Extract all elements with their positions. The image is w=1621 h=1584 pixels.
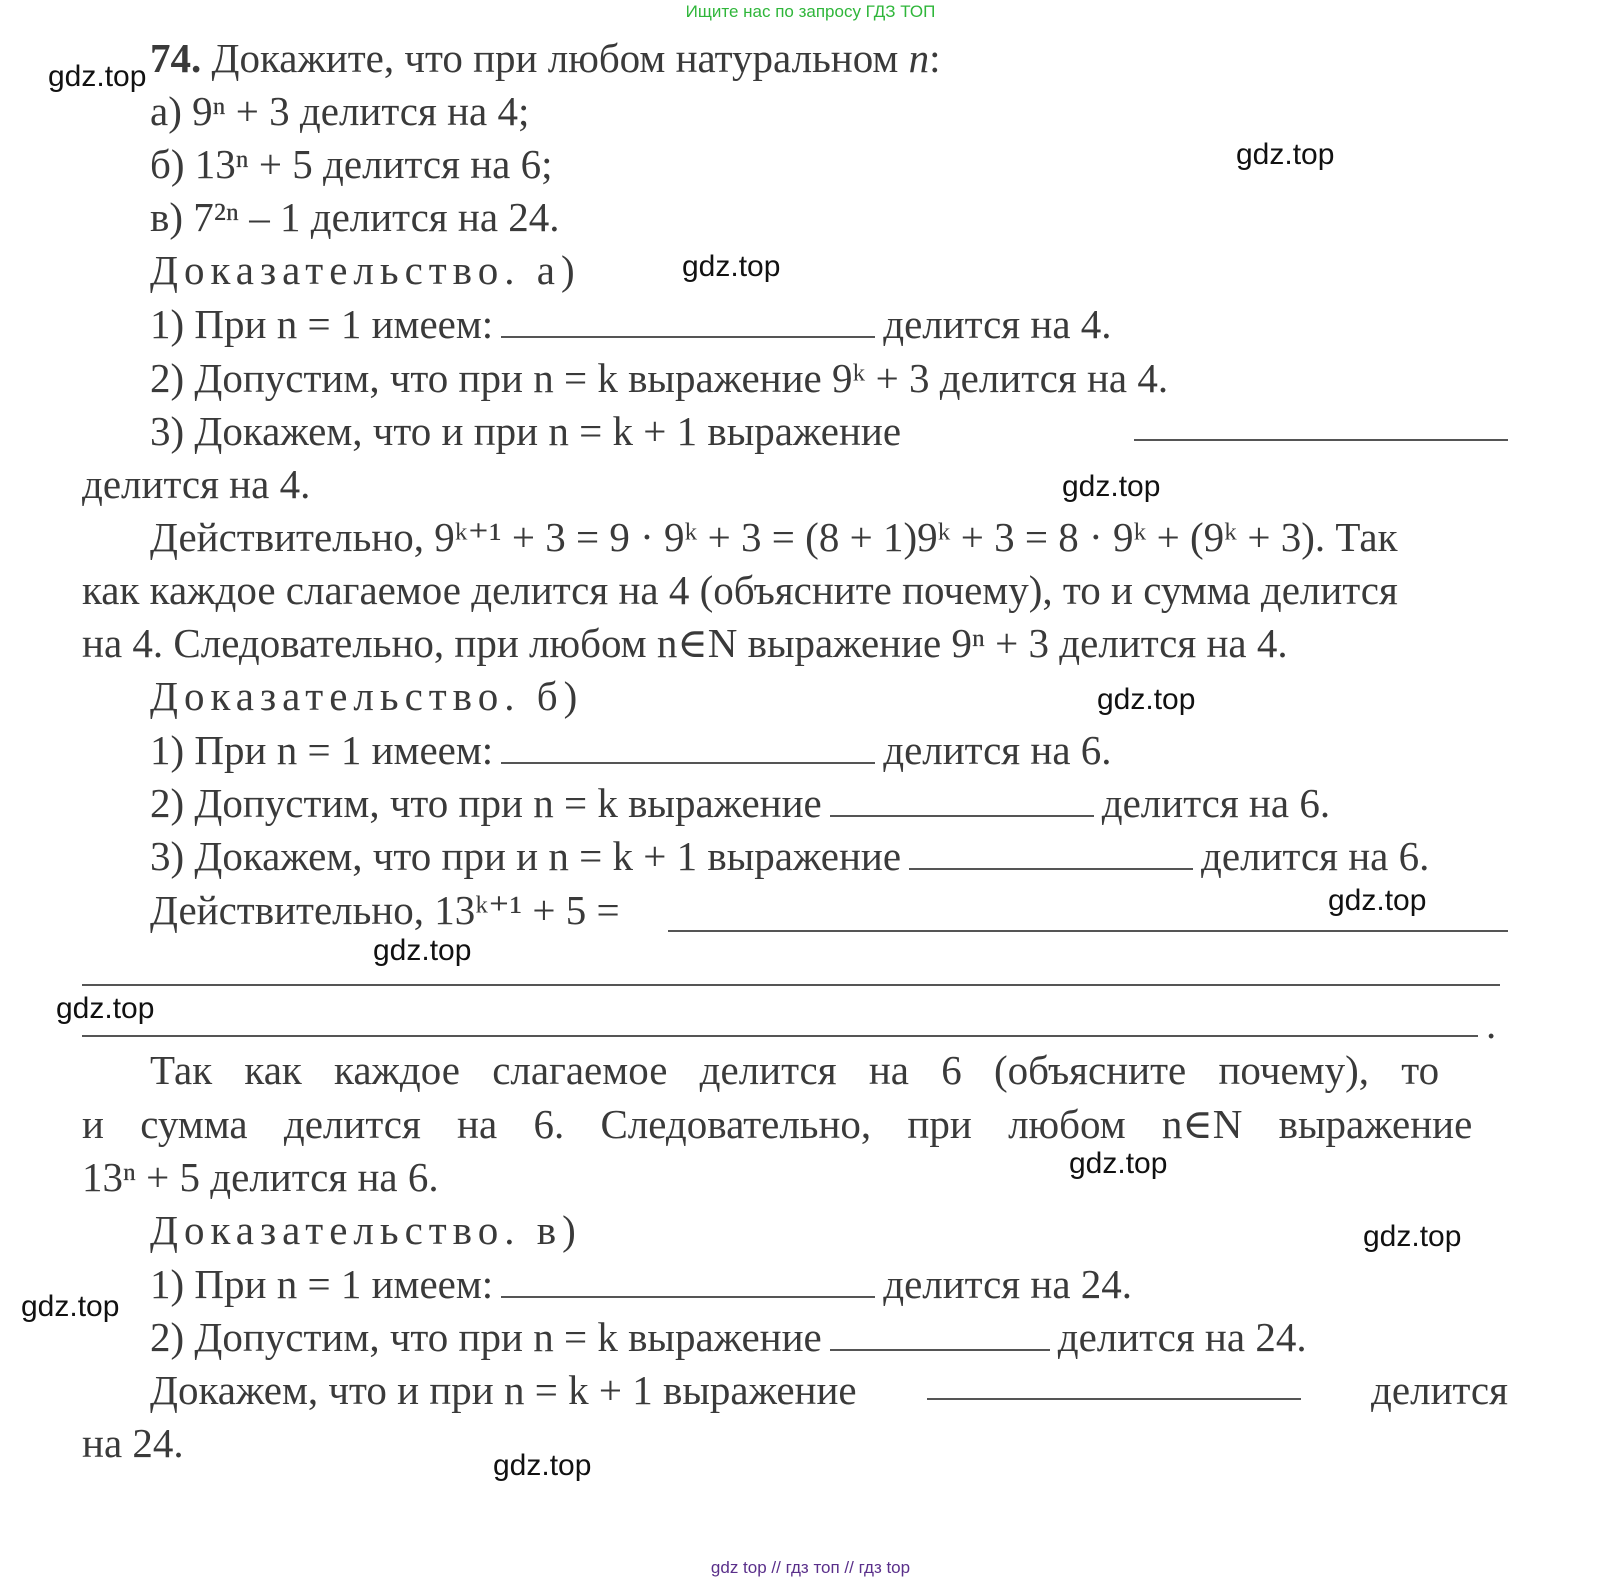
answer-blank[interactable] <box>909 834 1193 870</box>
proof-a-step1 <box>150 298 1112 350</box>
proof-b-concl-1-text: Так как каждое слагаемое делится на 6 (объясните почему), то <box>150 1047 1440 1093</box>
answer-blank[interactable] <box>1134 405 1508 441</box>
problem-number: 74. <box>150 35 202 81</box>
proof-b-step2-text: 2) Допустим, что при n = k выражение <box>150 780 822 826</box>
proof-a-step1-post: делится на 4. <box>883 301 1112 347</box>
proof-c-step3-text: Докажем, что и при n = k + 1 выражение <box>150 1367 857 1413</box>
item-a: а) 9ⁿ + 3 делится на 4; <box>150 88 530 134</box>
answer-line[interactable] <box>82 984 1500 986</box>
watermark: gdz.top <box>1097 683 1196 716</box>
proof-c-step3-post: делится <box>1371 1367 1508 1413</box>
footer-note: gdz top // гдз топ // гдз top <box>710 1558 911 1577</box>
problem-text: Докажите, что при любом натуральном <box>211 35 909 81</box>
proof-b-step3 <box>150 830 1429 882</box>
proof-b-indeed-text: Действительно, 13ᵏ⁺¹ + 5 = <box>150 887 620 933</box>
proof-b-concl-1 <box>150 1044 1508 1096</box>
proof-b-concl-3: 13ⁿ + 5 делится на 6. <box>82 1154 439 1200</box>
proof-a-step3-cont: делится на 4. <box>82 461 311 507</box>
proof-b-step2 <box>150 777 1330 829</box>
answer-line[interactable] <box>82 1035 1478 1037</box>
header-note: Ищите нас по запросу ГДЗ ТОП <box>685 2 936 21</box>
proof-c-step3 <box>150 1364 1508 1416</box>
proof-a-step3 <box>150 405 1508 457</box>
watermark: gdz.top <box>1069 1147 1168 1180</box>
watermark: gdz.top <box>1363 1220 1462 1253</box>
proof-c-step1-text: 1) При n = 1 имеем: <box>150 1261 494 1307</box>
watermark: gdz.top <box>682 250 781 283</box>
proof-b-step1-text: 1) При n = 1 имеем: <box>150 727 494 773</box>
problem-variable: n <box>908 35 930 81</box>
proof-c-step1 <box>150 1258 1132 1310</box>
watermark: gdz.top <box>1062 470 1161 503</box>
proof-a-indeed-3: на 4. Следовательно, при любом n∈N выражение 9ⁿ + 3 делится на 4. <box>82 620 1288 666</box>
problem-end: : <box>929 35 941 81</box>
proof-b-indeed <box>150 884 620 936</box>
watermark: gdz.top <box>493 1449 592 1482</box>
proof-a-step2: 2) Допустим, что при n = k выражение 9ᵏ + 3 делится на 4. <box>150 355 1169 401</box>
problem-statement <box>150 32 941 84</box>
answer-blank[interactable] <box>927 1364 1301 1400</box>
proof-b-step3-post: делится на 6. <box>1201 833 1430 879</box>
watermark: gdz.top <box>373 934 472 967</box>
watermark: gdz.top <box>1328 884 1427 917</box>
watermark: gdz.top <box>56 992 155 1025</box>
proof-b-step1 <box>150 724 1112 776</box>
end-dot: . <box>1486 1001 1497 1047</box>
proof-a-step1-text: 1) При n = 1 имеем: <box>150 301 494 347</box>
proof-c-step2 <box>150 1311 1307 1363</box>
proof-a-indeed-1: Действительно, 9ᵏ⁺¹ + 3 = 9 · 9ᵏ + 3 = (8 + 1)9ᵏ + 3 = 8 · 9ᵏ + (9ᵏ + 3). Так <box>150 514 1398 560</box>
proof-b-step1-post: делится на 6. <box>883 727 1112 773</box>
proof-c-title: Доказательство. в) <box>150 1207 582 1253</box>
proof-b-step2-post: делится на 6. <box>1101 780 1331 826</box>
answer-blank[interactable] <box>501 302 875 338</box>
item-c: в) 7²ⁿ – 1 делится на 24. <box>150 194 560 240</box>
watermark: gdz.top <box>48 60 147 93</box>
answer-blank[interactable] <box>501 1262 875 1298</box>
proof-a-title: Доказательство. а) <box>150 247 581 293</box>
proof-a-step3-text: 3) Докажем, что и при n = k + 1 выражение <box>150 408 902 454</box>
proof-b-concl-2: и сумма делится на 6. Следовательно, при любом n∈N выражение <box>82 1101 1473 1147</box>
proof-c-step3-cont: на 24. <box>82 1420 184 1466</box>
proof-a-indeed-2: как каждое слагаемое делится на 4 (объясните почему), то и сумма делится <box>82 567 1398 613</box>
proof-b-title: Доказательство. б) <box>150 673 584 719</box>
answer-blank[interactable] <box>501 728 875 764</box>
watermark: gdz.top <box>1236 138 1335 171</box>
proof-b-step3-text: 3) Докажем, что при и n = k + 1 выражение <box>150 833 902 879</box>
watermark: gdz.top <box>21 1290 120 1323</box>
proof-c-step2-text: 2) Допустим, что при n = k выражение <box>150 1314 822 1360</box>
proof-c-step1-post: делится на 24. <box>883 1261 1133 1307</box>
item-b: б) 13ⁿ + 5 делится на 6; <box>150 141 553 187</box>
answer-blank[interactable] <box>830 1315 1050 1351</box>
answer-line[interactable] <box>668 930 1508 932</box>
answer-blank[interactable] <box>830 781 1094 817</box>
proof-c-step2-post: делится на 24. <box>1057 1314 1307 1360</box>
